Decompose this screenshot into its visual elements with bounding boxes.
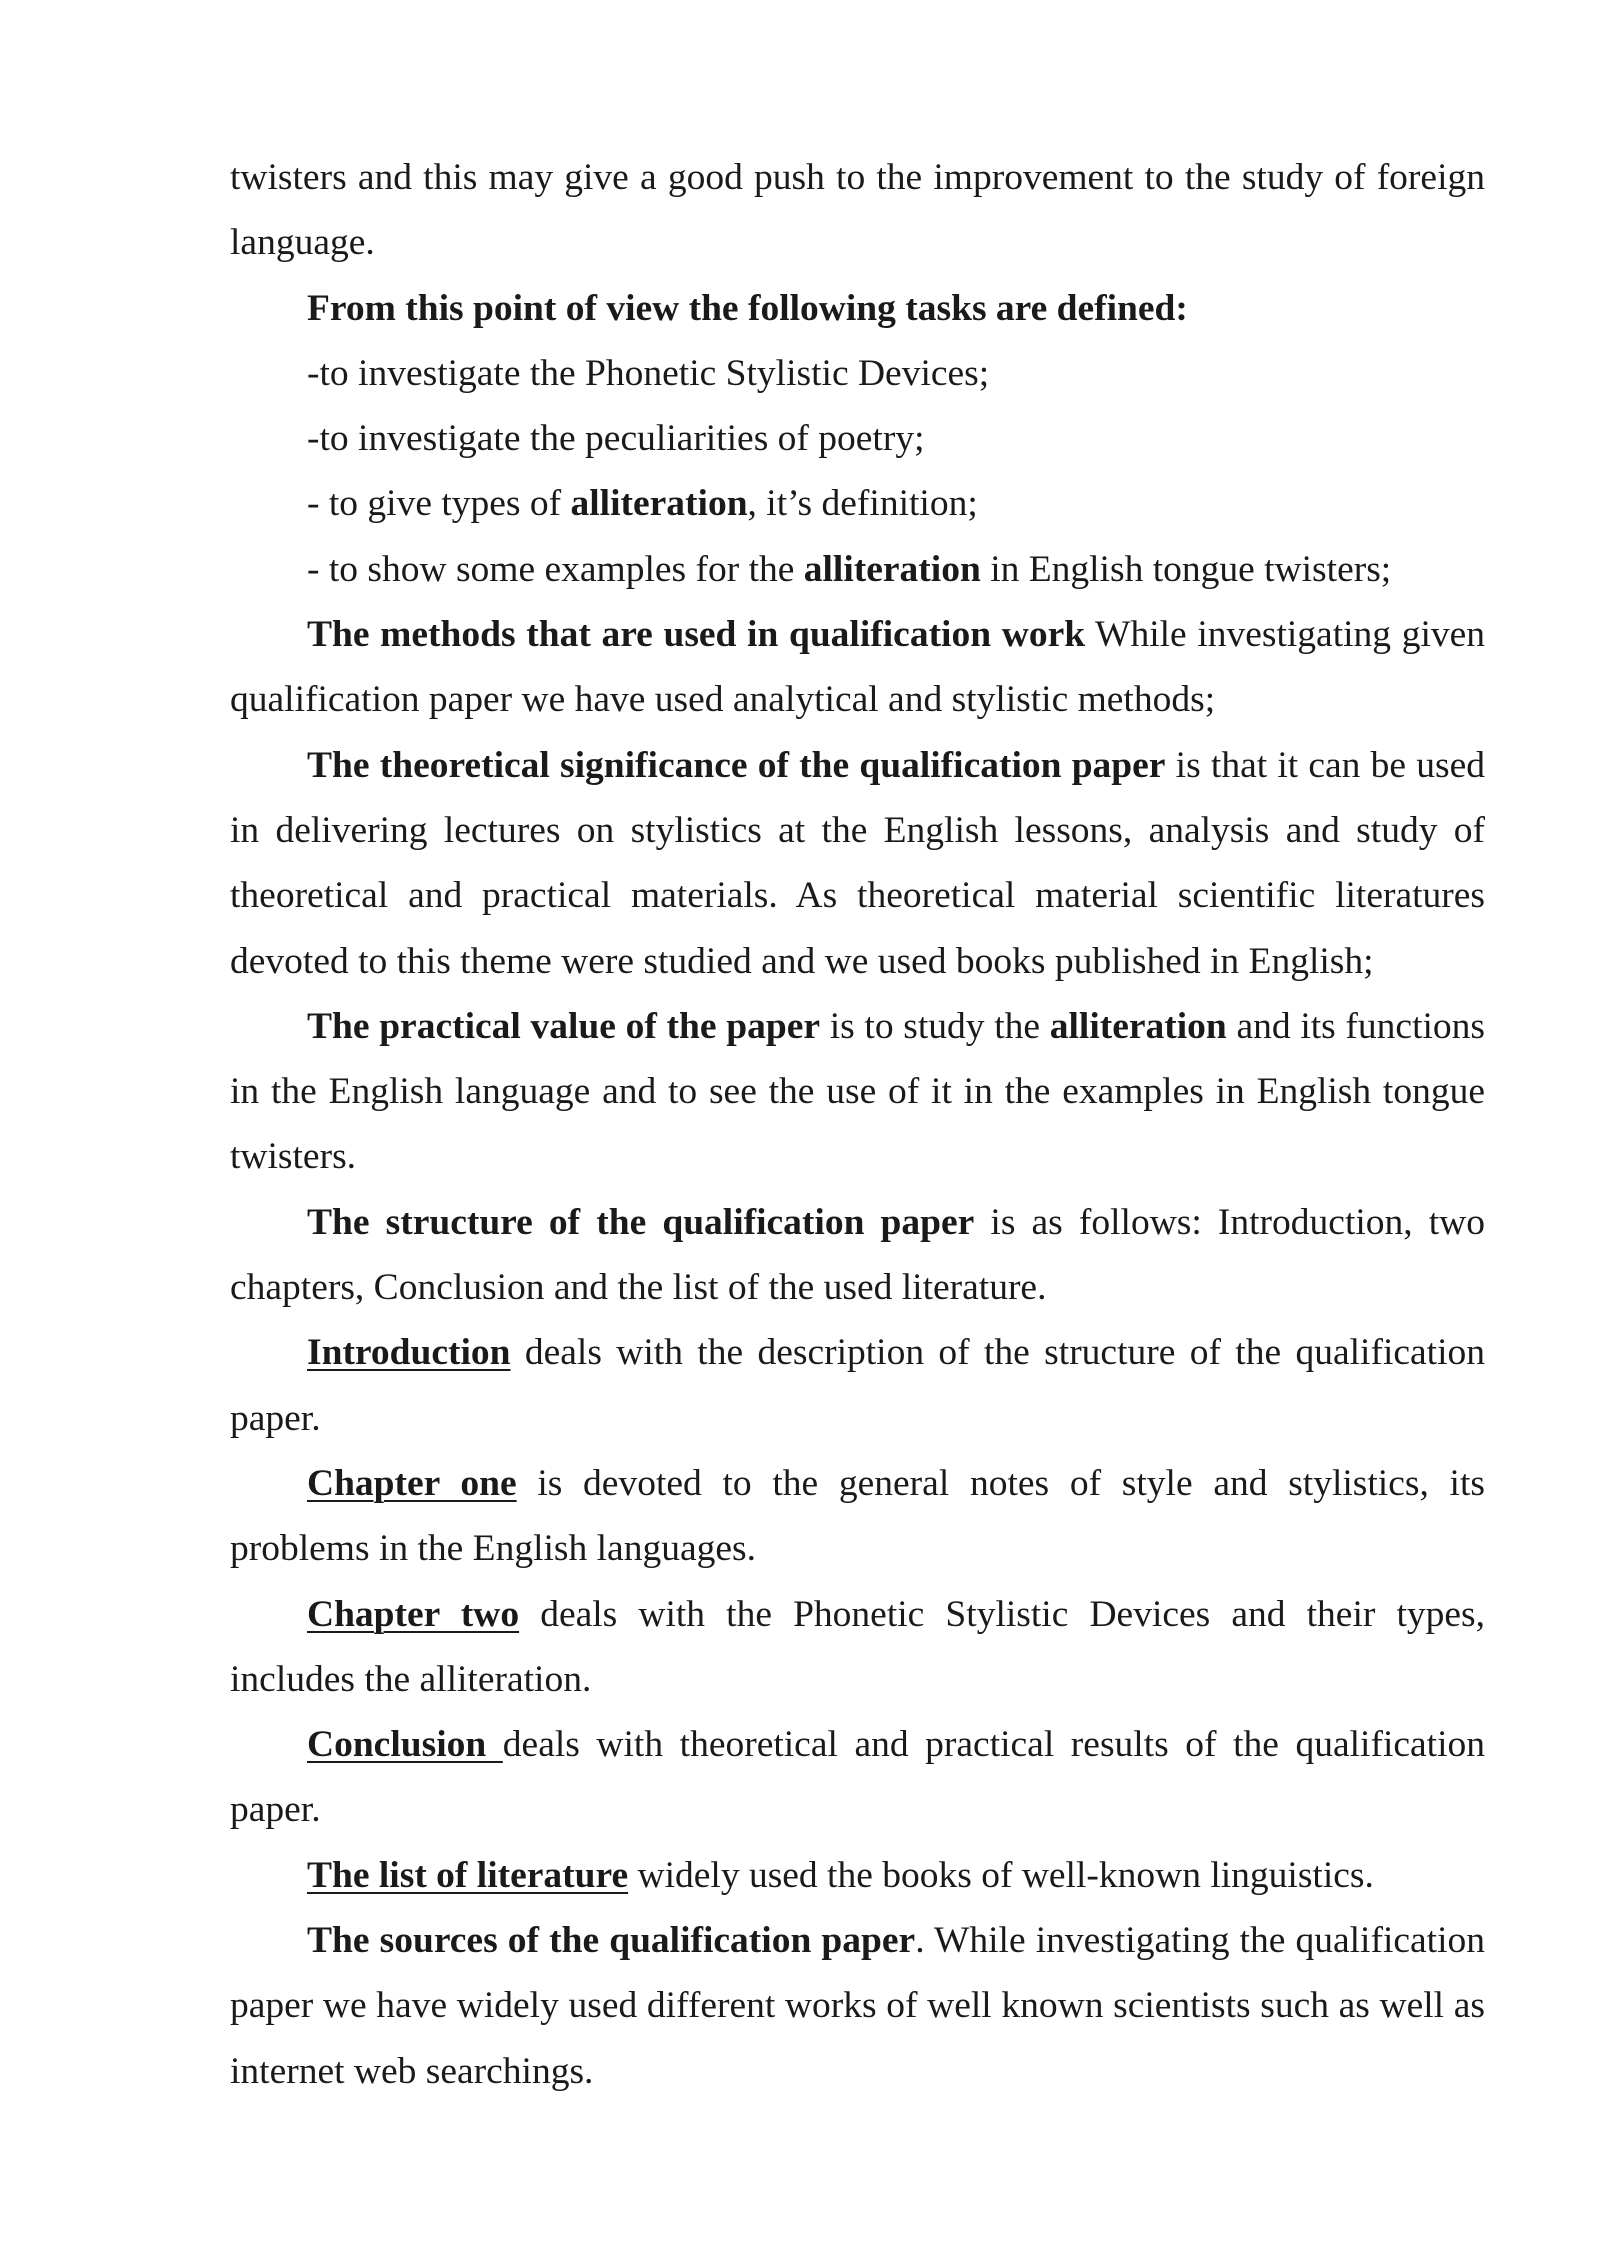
introduction-heading: Introduction — [307, 1332, 511, 1374]
conclusion-text: deals with theoretical and practical results of the qualification paper. — [230, 1724, 1485, 1831]
paragraph-introduction — [230, 1320, 1485, 1451]
task-item-1: -to investigate the Phonetic Stylistic Devices; — [307, 352, 990, 394]
sources-heading: The sources of the qualification paper — [307, 1920, 916, 1962]
chapter-two-heading: Chapter two — [307, 1593, 520, 1635]
tasks-heading — [230, 276, 1485, 341]
task-item-2: -to investigate the peculiarities of poetry; — [307, 418, 925, 460]
chapter-one-heading: Chapter one — [307, 1462, 517, 1504]
task-item-3 — [230, 471, 1485, 536]
practical-heading: The practical value of the paper — [307, 1005, 820, 1047]
paragraph-theoretical — [230, 733, 1485, 994]
paragraph-methods — [230, 602, 1485, 733]
literature-heading: The list of literature — [307, 1854, 629, 1896]
structure-text: is as follows: Introduction, two chapters, Conclusion and the list of the used literature. — [230, 1201, 1486, 1309]
paragraph-conclusion — [230, 1712, 1485, 1843]
conclusion-heading: Conclusion — [307, 1724, 503, 1766]
paragraph-intro-continuation: twisters and this may give a good push to the improvement to the study of foreign language. — [230, 157, 1485, 264]
tasks-heading-text: From this point of view the following tasks are defined: — [307, 287, 1188, 329]
methods-heading: The methods that are used in qualification work — [307, 614, 1086, 656]
paragraph-sources — [230, 1908, 1485, 2104]
chapter-two-text: deals with the Phonetic Stylistic Devices and their types, includes the alliteration. — [230, 1593, 1485, 1700]
task-4-keyword: alliteration — [803, 548, 981, 590]
practical-keyword: alliteration — [1049, 1005, 1227, 1047]
paragraph-structure — [230, 1190, 1485, 1321]
paragraph-literature — [230, 1843, 1485, 1908]
methods-text: While investigating given qualification paper we have used analytical and stylistic methods; — [230, 614, 1486, 721]
paragraph-chapter-one — [230, 1451, 1485, 1582]
task-3-prefix: - to give types of — [307, 483, 571, 525]
paragraph-chapter-two — [230, 1582, 1485, 1713]
literature-text: widely used the books of well-known linguistics. — [628, 1854, 1374, 1896]
document-page — [230, 145, 1485, 2104]
task-4-prefix: - to show some examples for the — [307, 548, 804, 590]
structure-heading: The structure of the qualification paper — [307, 1201, 975, 1243]
task-3-keyword: alliteration — [570, 483, 748, 525]
task-3-suffix: , it’s definition; — [747, 483, 978, 525]
chapter-one-text: is devoted to the general notes of style and stylistics, its problems in the English languages. — [230, 1462, 1485, 1570]
paragraph-practical — [230, 994, 1485, 1190]
task-item-4 — [230, 537, 1485, 602]
theoretical-heading: The theoretical significance of the qualification paper — [307, 744, 1166, 786]
task-4-suffix: in English tongue twisters; — [980, 548, 1392, 590]
introduction-text: deals with the description of the structure of the qualification paper. — [230, 1332, 1485, 1439]
practical-text-1: is to study the — [820, 1005, 1050, 1047]
theoretical-text: is that it can be used in delivering lectures on stylistics at the English lessons, analysis and study of theoretical and practical materials. As theoretical material scientific literatures devoted to this theme were studied and we used books published in English; — [230, 744, 1485, 982]
sources-text: . While investigating the qualification paper we have widely used different works of well known scientists such as well as internet web searchings. — [230, 1920, 1485, 2092]
practical-text-2: and its functions in the English language and to see the use of it in the examples in English tongue twisters. — [230, 1005, 1486, 1178]
